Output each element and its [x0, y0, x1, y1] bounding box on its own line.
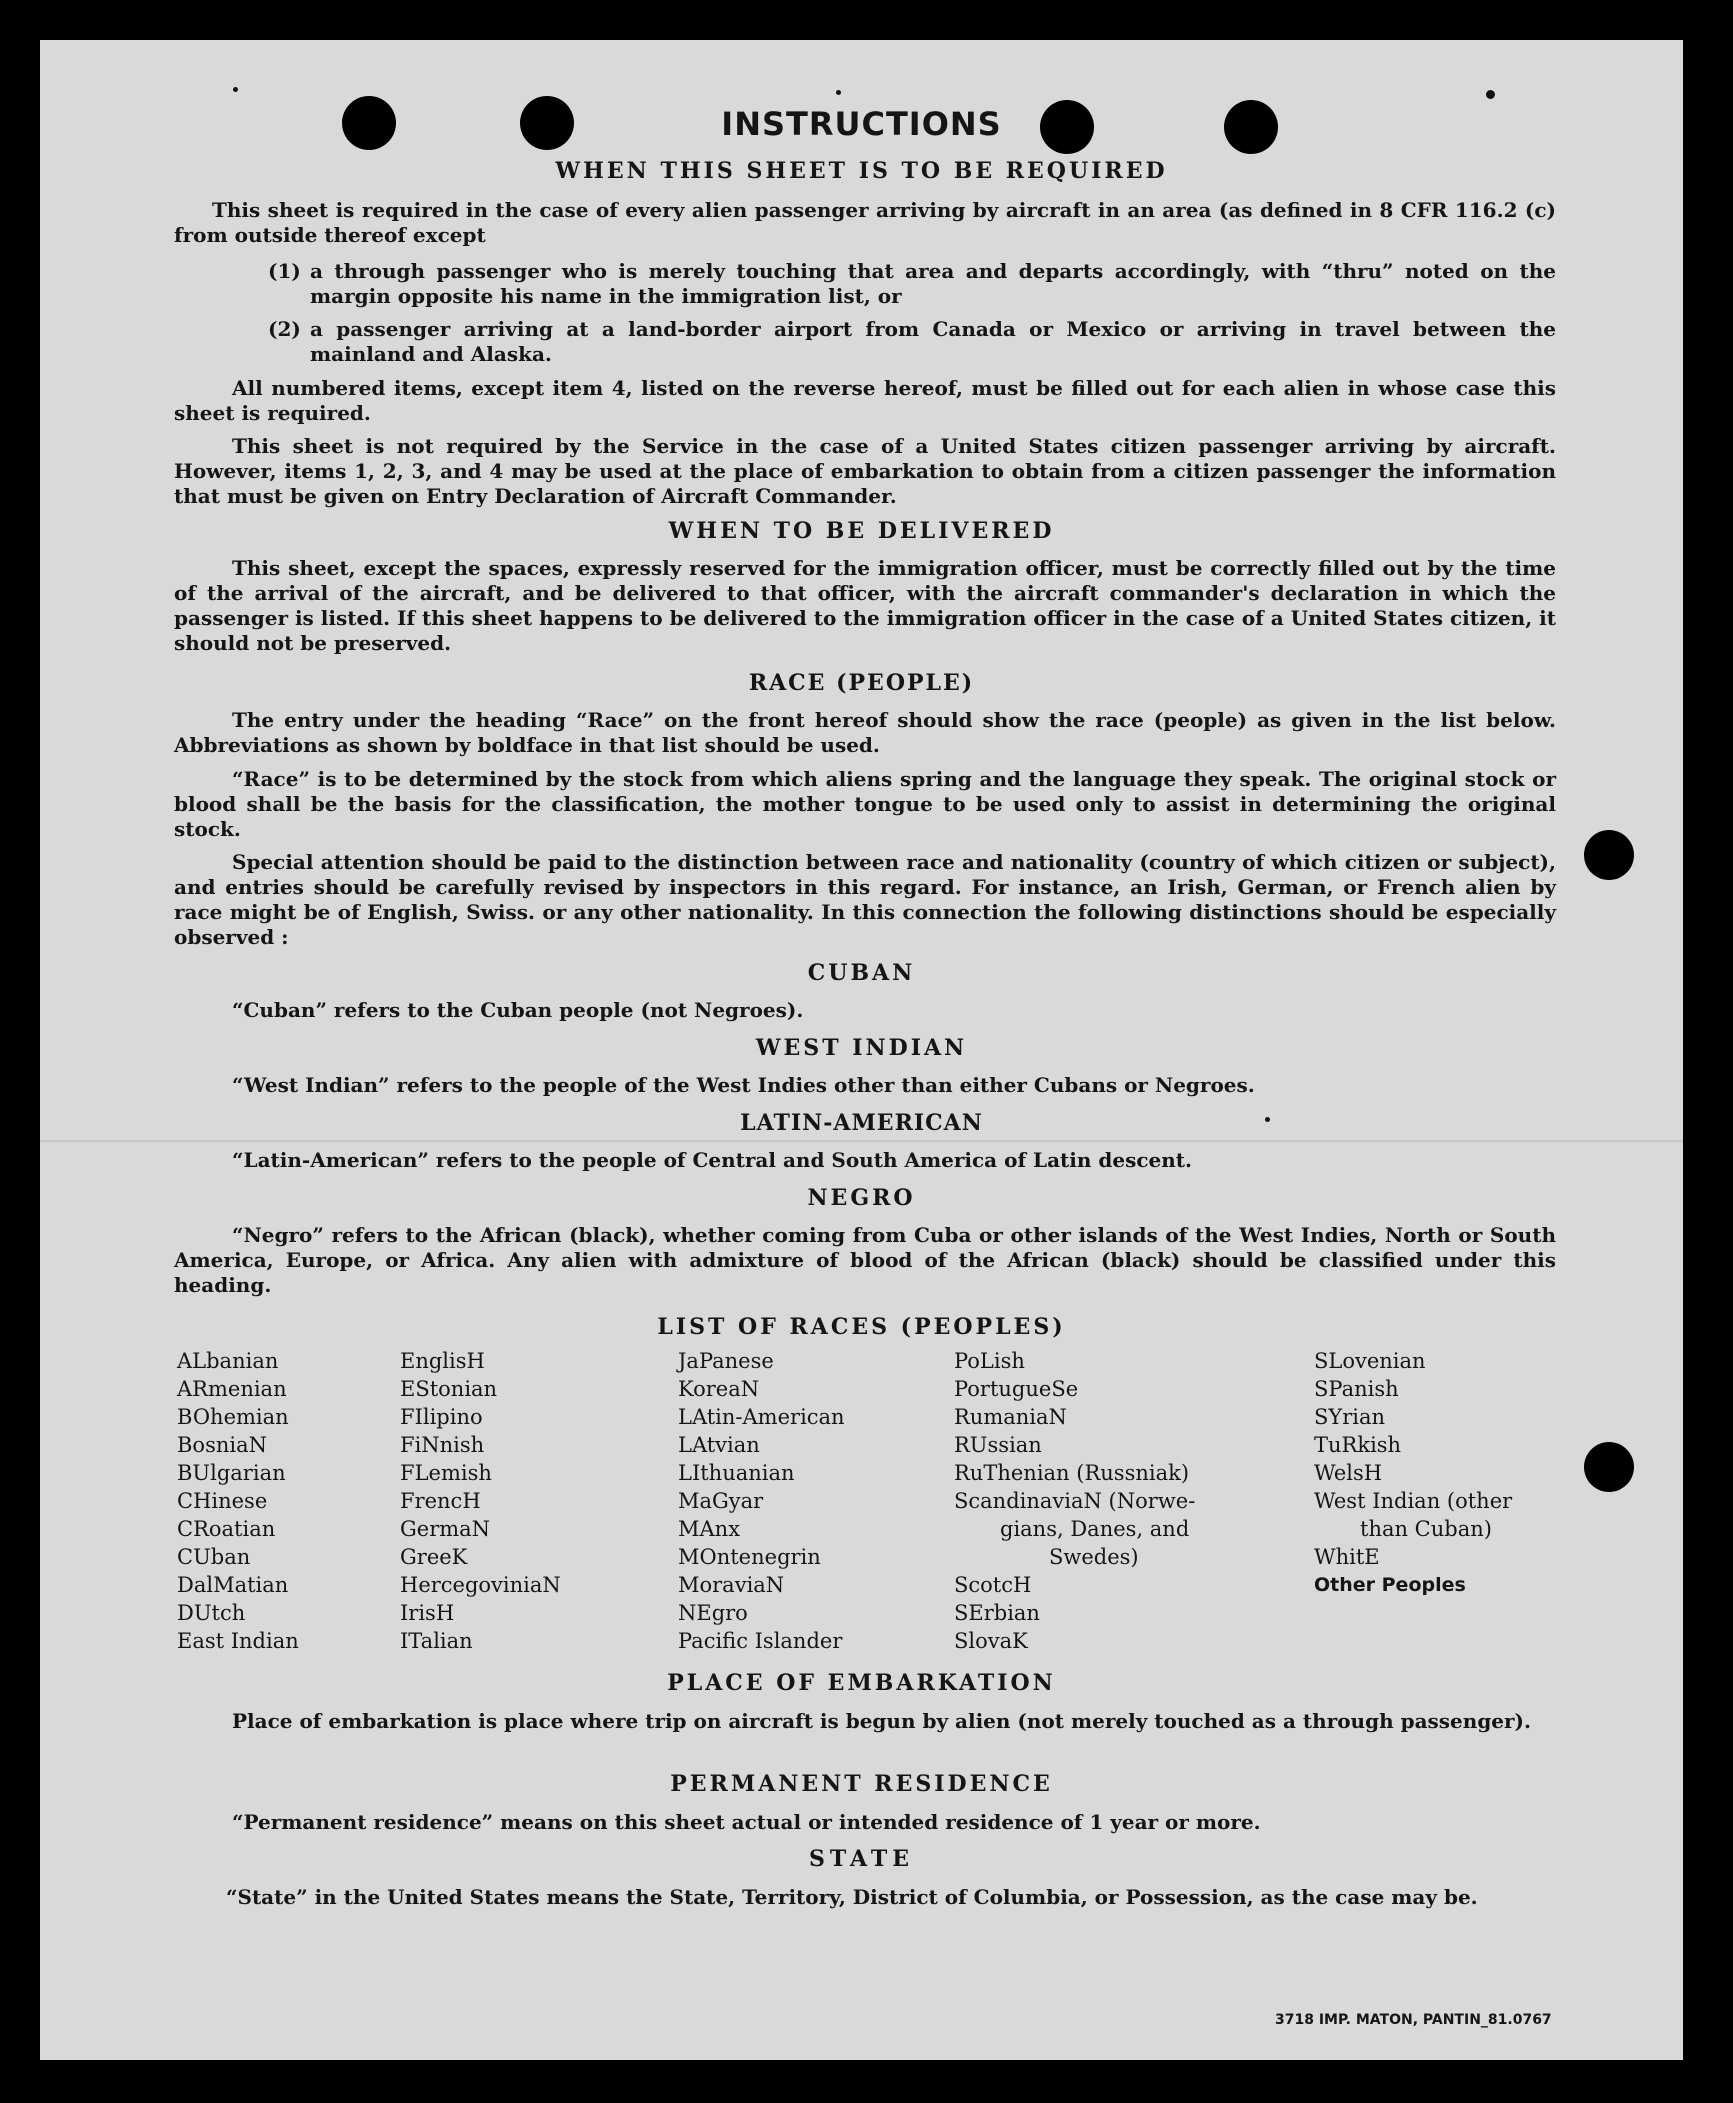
race-item: KoreaN: [678, 1377, 760, 1401]
race-item: SlovaK: [954, 1629, 1028, 1653]
races-column-1: [177, 1347, 299, 1655]
race-item: FiNnish: [400, 1433, 485, 1457]
race-item: WelsH: [1314, 1461, 1383, 1485]
race-item: BosniaN: [177, 1433, 267, 1457]
text-latin-american: “Latin-American” refers to the people of Central and South America of Latin descent.: [232, 1148, 1192, 1172]
race-item-continued: gians, Danes, and: [1000, 1517, 1190, 1541]
para-delivered: This sheet, except the spaces, expressly reserved for the immigration officer, must be correctly filled out by the time of the arrival of the aircraft, and be delivered to that officer, with the aircraft commander's declaration in which the passenger is listed. If this sheet happens to be delivered to the immigration officer in the case of a United States citizen, it should not be preserved.: [174, 556, 1556, 655]
item-1-text: a through passenger who is merely touching that area and departs accordingly, with “thru” noted on the margin opposite his name in the immigration list, or: [310, 259, 1556, 308]
item-1-number: (1): [268, 259, 301, 283]
para-special-attention: Special attention should be paid to the distinction between race and nationality (country of which citizen or subject), and entries should be carefully revised by inspectors in this regard. For instance, an Irish, German, or French alien by race might be of English, Swiss. or any other nationality. In this connection the following distinctions should be especially observed :: [174, 850, 1556, 949]
race-item-continued: Swedes): [1049, 1545, 1139, 1569]
race-item: JaPanese: [678, 1349, 774, 1373]
race-item: DUtch: [177, 1601, 246, 1625]
race-item: CRoatian: [177, 1517, 276, 1541]
races-column-4: [954, 1347, 1195, 1655]
race-item: RUssian: [954, 1433, 1042, 1457]
race-item: BOhemian: [177, 1405, 289, 1429]
race-item: MAnx: [678, 1517, 741, 1541]
para-race-entry: The entry under the heading “Race” on the front hereof should show the race (people) as given in the list below. Abbreviations as shown by boldface in that list should be used.: [174, 708, 1556, 757]
race-item: RuThenian (Russniak): [954, 1461, 1190, 1485]
heading-when-delivered: WHEN TO BE DELIVERED: [668, 518, 1055, 544]
text-west-indian: “West Indian” refers to the people of the West Indies other than either Cubans or Negroes.: [232, 1073, 1255, 1097]
ink-speck: [233, 87, 238, 92]
item-2-number: (2): [268, 317, 301, 341]
heading-cuban: CUBAN: [807, 960, 916, 986]
heading-west-indian: WEST INDIAN: [755, 1035, 968, 1061]
race-item: CHinese: [177, 1489, 268, 1513]
race-item: SYrian: [1314, 1405, 1386, 1429]
page-title: INSTRUCTIONS: [721, 105, 1002, 143]
race-item: BUlgarian: [177, 1461, 286, 1485]
para-required: This sheet is required in the case of every alien passenger arriving by aircraft in an area (as defined in 8 CFR 116.2 (c) from outside thereof except: [174, 198, 1556, 247]
race-item: TuRkish: [1314, 1433, 1402, 1457]
race-item: MoraviaN: [678, 1573, 785, 1597]
race-item: GermaN: [400, 1517, 491, 1541]
race-item: SErbian: [954, 1601, 1040, 1625]
heading-list-of-races: LIST OF RACES (PEOPLES): [657, 1314, 1066, 1340]
item-2: [268, 317, 1556, 367]
race-item: ALbanian: [177, 1349, 279, 1373]
race-item: ARmenian: [177, 1377, 287, 1401]
item-1: [268, 259, 1556, 309]
document-sheet: [40, 40, 1683, 2060]
race-item: SLovenian: [1314, 1349, 1426, 1373]
heading-when-required: WHEN THIS SHEET IS TO BE REQUIRED: [555, 158, 1168, 184]
race-item-continued: than Cuban): [1360, 1517, 1492, 1541]
text-state: “State” in the United States means the State, Territory, District of Columbia, or Possession, as the case may be.: [226, 1885, 1478, 1909]
race-item: MOntenegrin: [678, 1545, 821, 1569]
text-negro: “Negro” refers to the African (black), whether coming from Cuba or other islands of the West Indies, North or South America, Europe, or Africa. Any alien with admixture of blood of the African (black) should be classified under this heading.: [174, 1223, 1556, 1297]
race-item: FLemish: [400, 1461, 492, 1485]
printer-footer: 3718 IMP. MATON, PANTIN_81.0767: [1275, 2012, 1552, 2028]
item-2-text: a passenger arriving at a land-border airport from Canada or Mexico or arriving in travel between the mainland and Alaska.: [310, 317, 1556, 366]
race-item: Other Peoples: [1314, 1574, 1466, 1596]
race-item: CUban: [177, 1545, 251, 1569]
punch-hole: [1584, 1442, 1634, 1492]
race-item: SPanish: [1314, 1377, 1399, 1401]
heading-race: RACE (PEOPLE): [748, 670, 975, 696]
text-cuban: “Cuban” refers to the Cuban people (not Negroes).: [232, 998, 804, 1022]
ink-speck: [1486, 90, 1495, 99]
punch-hole: [1584, 830, 1634, 880]
heading-state: STATE: [808, 1846, 915, 1872]
race-item: FrencH: [400, 1489, 481, 1513]
heading-latin-american: LATIN-AMERICAN: [740, 1110, 983, 1136]
race-item: NEgro: [678, 1601, 748, 1625]
race-item: LIthuanian: [678, 1461, 795, 1485]
text-permanent-residence: “Permanent residence” means on this sheet actual or intended residence of 1 year or more.: [232, 1810, 1261, 1834]
para-race-determined: “Race” is to be determined by the stock from which aliens spring and the language they speak. The original stock or blood shall be the basis for the classification, the mother tongue to be used only to assist in determining the original stock.: [174, 767, 1556, 841]
race-item: DalMatian: [177, 1573, 289, 1597]
para-numbered-items: All numbered items, except item 4, listed on the reverse hereof, must be filled out for each alien in whose case this sheet is required.: [174, 376, 1556, 425]
race-item: ITalian: [400, 1629, 473, 1653]
heading-permanent-residence: PERMANENT RESIDENCE: [670, 1771, 1053, 1797]
race-item: IrisH: [400, 1601, 455, 1625]
text-place-of-embarkation: Place of embarkation is place where trip on aircraft is begun by alien (not merely touched as a through passenger).: [232, 1709, 1531, 1733]
race-item: HercegoviniaN: [400, 1573, 561, 1597]
race-item: West Indian (other: [1314, 1489, 1513, 1513]
race-item: PoLish: [954, 1349, 1025, 1373]
race-item: EStonian: [400, 1377, 498, 1401]
race-item: LAtin-American: [678, 1405, 845, 1429]
race-item: MaGyar: [678, 1489, 764, 1513]
race-item: LAtvian: [678, 1433, 760, 1457]
para-not-required: This sheet is not required by the Service in the case of a United States citizen passenger arriving by aircraft. However, items 1, 2, 3, and 4 may be used at the place of embarkation to obtain from a citizen passenger the information that must be given on Entry Declaration of Aircraft Commander.: [174, 434, 1556, 508]
race-item: WhitE: [1314, 1545, 1380, 1569]
race-item: East Indian: [177, 1629, 299, 1653]
races-column-2: [400, 1347, 561, 1655]
race-item: GreeK: [400, 1545, 468, 1569]
fold-crease: [40, 1140, 1683, 1142]
race-item: RumaniaN: [954, 1405, 1067, 1429]
race-item: FIlipino: [400, 1405, 483, 1429]
races-column-5: [1314, 1347, 1512, 1599]
races-column-3: [678, 1347, 845, 1655]
heading-place-of-embarkation: PLACE OF EMBARKATION: [667, 1670, 1056, 1696]
race-item: Pacific Islander: [678, 1629, 843, 1653]
ink-speck: [836, 90, 841, 95]
race-item: ScandinaviaN (Norwe-: [954, 1489, 1196, 1513]
race-item: ScotcH: [954, 1573, 1032, 1597]
race-item: PortugueSe: [954, 1377, 1079, 1401]
race-item: EnglisH: [400, 1349, 485, 1373]
heading-negro: NEGRO: [807, 1185, 916, 1211]
